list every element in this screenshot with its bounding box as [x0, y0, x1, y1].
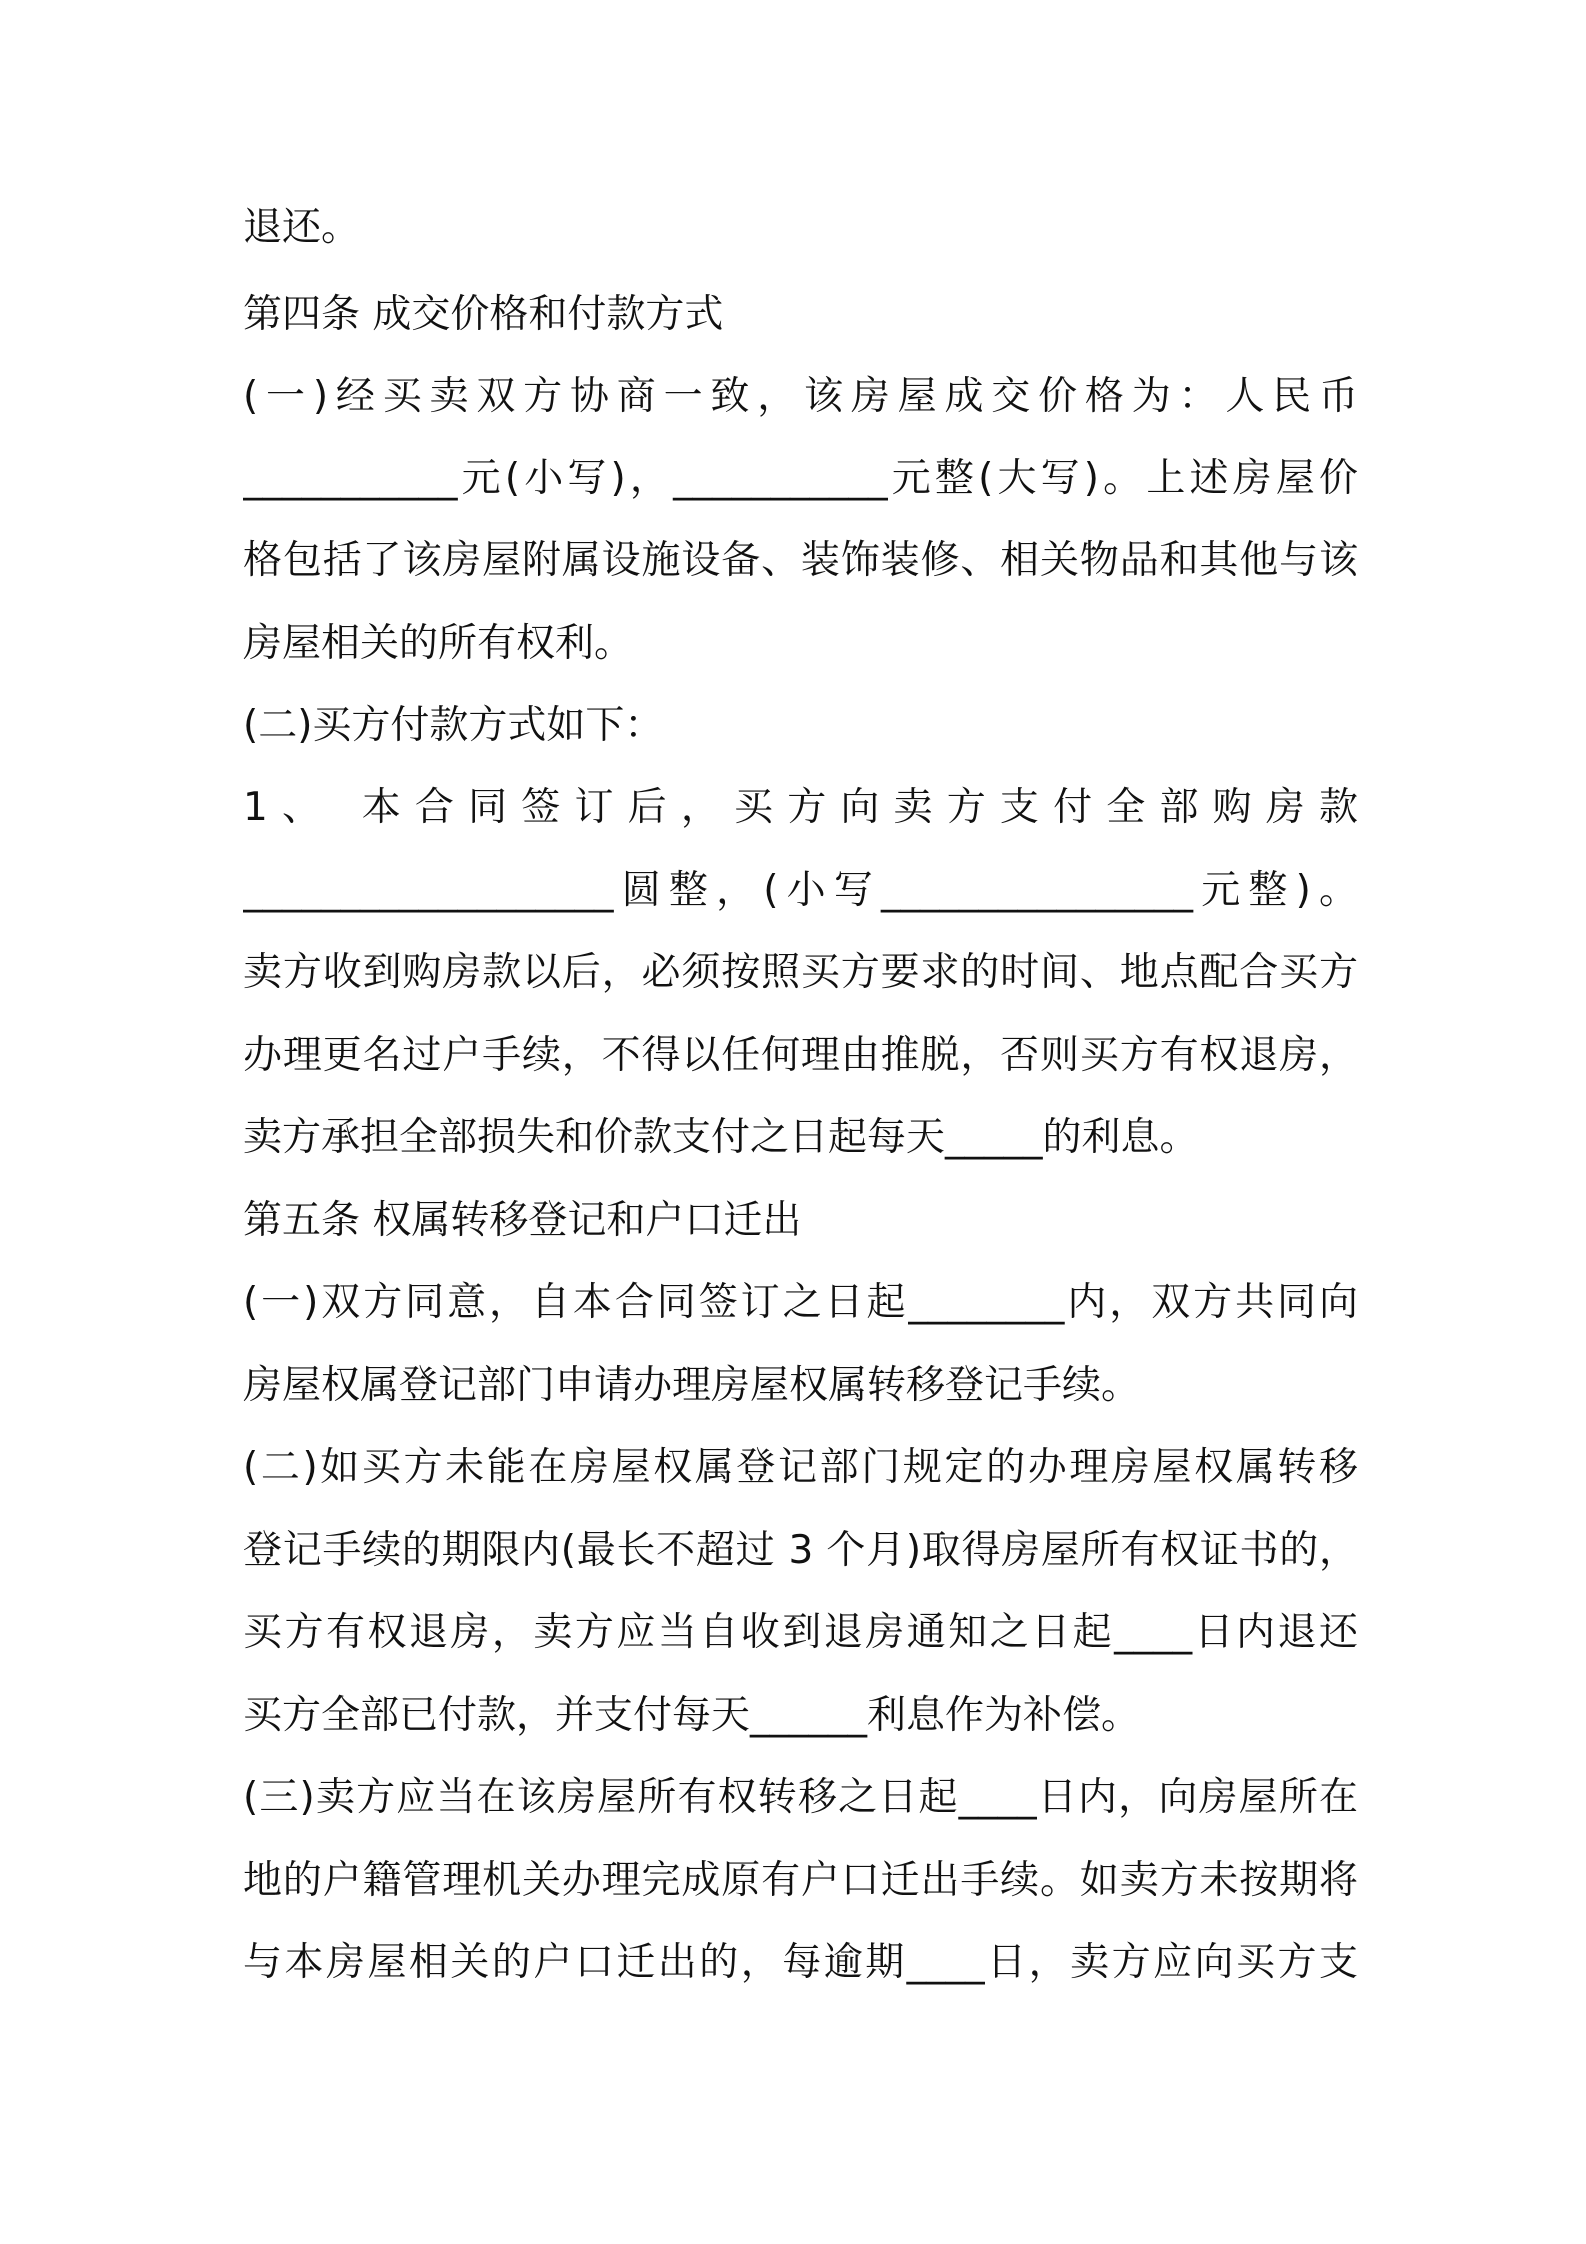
text-line: 格包括了该房屋附属设施设备、装饰装修、相关物品和其他与该: [243, 538, 1358, 583]
text-line: (一)经买卖双方协商一致，该房屋成交价格为：人民币: [243, 374, 1358, 419]
text-line: 登记手续的期限内(最长不超过 3 个月)取得房屋所有权证书的，: [243, 1528, 1358, 1573]
text-line: 卖方承担全部损失和价款支付之日起每天_____的利息。: [243, 1115, 1199, 1160]
text-line: 与本房屋相关的户口迁出的，每逾期____日，卖方应向买方支: [243, 1940, 1358, 1985]
text-line: (二)如买方未能在房屋权属登记部门规定的办理房屋权属转移: [243, 1445, 1358, 1490]
section-heading: 第四条 成交价格和付款方式: [243, 292, 724, 337]
text-line: 1、 本合同签订后，买方向卖方支付全部购房款: [243, 785, 1358, 830]
text-line: 买方有权退房，卖方应当自收到退房通知之日起____日内退还: [243, 1610, 1358, 1655]
text-line: 地的户籍管理机关办理完成原有户口迁出手续。如卖方未按期将: [243, 1858, 1358, 1903]
text-line: 退还。: [243, 205, 361, 250]
text-line: (二)买方付款方式如下：: [243, 703, 664, 748]
text-line: (三)卖方应当在该房屋所有权转移之日起____日内，向房屋所在: [243, 1775, 1358, 1820]
text-line: (一)双方同意，自本合同签订之日起________内，双方共同向: [243, 1280, 1358, 1325]
text-line: ___________________圆整，(小写________________元整)。: [243, 868, 1358, 913]
text-line: 卖方收到购房款以后，必须按照买方要求的时间、地点配合买方: [243, 950, 1358, 995]
text-line: 房屋权属登记部门申请办理房屋权属转移登记手续。: [243, 1363, 1141, 1408]
section-heading: 第五条 权属转移登记和户口迁出: [243, 1198, 802, 1243]
text-line: 买方全部已付款，并支付每天______利息作为补偿。: [243, 1693, 1141, 1738]
text-line: ___________元(小写)，___________元整(大写)。上述房屋价: [243, 456, 1358, 501]
text-line: 房屋相关的所有权利。: [243, 621, 634, 666]
text-line: 办理更名过户手续，不得以任何理由推脱，否则买方有权退房，: [243, 1033, 1358, 1078]
